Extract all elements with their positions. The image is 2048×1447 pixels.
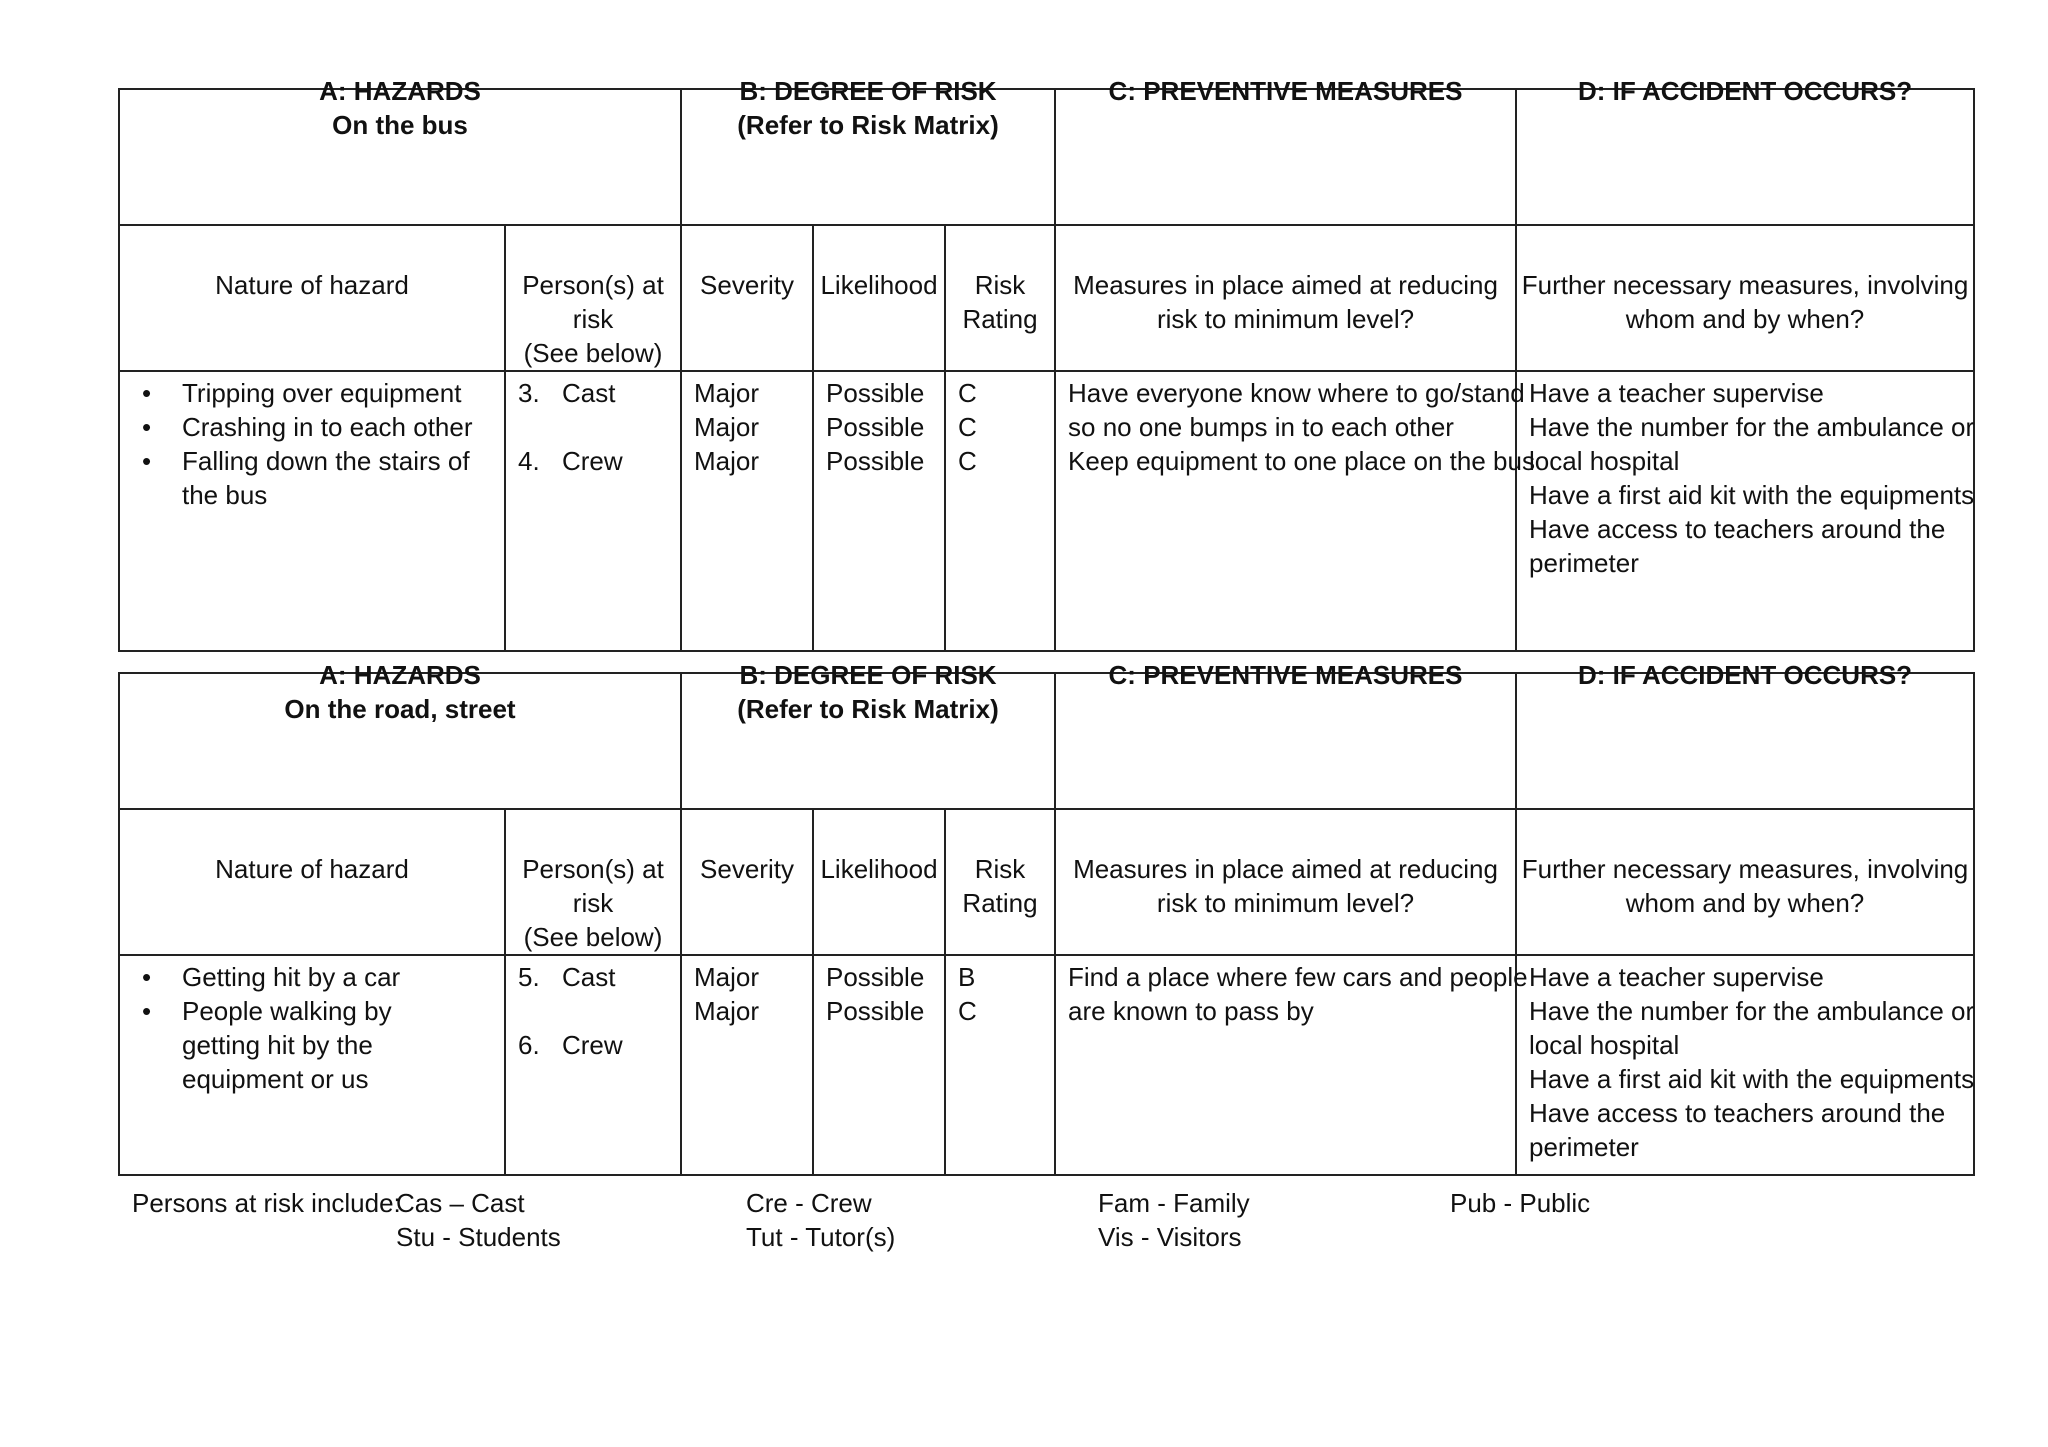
list-item: • Crashing in to each other [182,410,492,444]
hazards-header [119,76,681,225]
preventive-header [1055,660,1516,809]
list-item: 6. Crew [518,1030,623,1060]
table-subheader-row [119,809,1974,955]
further-cell: Have a teacher supervise Have the number for the ambulance or local hospital Have a first aid kit with the equipments Have access to teachers around the perimeter [1516,955,1974,1175]
table-row [119,371,1974,651]
measures-header: Measures in place aimed at reducing risk to minimum level? [1055,809,1516,955]
measures-cell: Find a place where few cars and people are known to pass by [1055,955,1516,1175]
hazards-title: A: HAZARDS [319,660,481,690]
persons-cell [505,371,681,651]
list-item: • People walking by [182,994,492,1028]
legend-column: Cas – Cast Stu - Students [396,1188,561,1252]
legend-column: Fam - Family Vis - Visitors [1098,1188,1250,1252]
risk-table-bus [118,76,1975,652]
list-item: • Getting hit by a car [182,960,492,994]
hazards-subtitle: On the road, street [284,694,516,724]
list-item: 5. Cast [518,962,616,992]
hazards-title: A: HAZARDS [319,76,481,106]
risk-title: B: DEGREE OF RISK [739,76,997,106]
accident-header [1516,660,1974,809]
severity-header: Severity [681,809,813,955]
hazards-header [119,660,681,809]
rating-cell: B C [945,955,1055,1175]
list-item: • Falling down the stairs of [182,444,492,478]
nature-header: Nature of hazard [119,225,505,371]
hazards-cell [119,955,505,1175]
accident-title: D: IF ACCIDENT OCCURS? [1577,76,1913,106]
table-header-row [119,673,1974,809]
likelihood-cell: Possible Possible Possible [813,371,945,651]
accident-title: D: IF ACCIDENT OCCURS? [1577,660,1913,690]
likelihood-header: Likelihood [813,809,945,955]
likelihood-cell: Possible Possible [813,955,945,1175]
legend-column: Cre - Crew Tut - Tutor(s) [746,1188,896,1252]
severity-header: Severity [681,225,813,371]
risk-title: B: DEGREE OF RISK [739,660,997,690]
rating-header: Risk Rating [945,225,1055,371]
hazards-cell [119,371,505,651]
accident-header [1516,76,1974,225]
measures-cell: Have everyone know where to go/stand so no one bumps in to each other Keep equipment to one place on the bus [1055,371,1516,651]
measures-header: Measures in place aimed at reducing risk to minimum level? [1055,225,1516,371]
preventive-title: C: PREVENTIVE MEASURES [1108,660,1463,690]
table-subheader-row [119,225,1974,371]
persons-header: Person(s) at risk (See below) [505,809,681,955]
further-header: Further necessary measures, involving whom and by when? [1516,225,1974,371]
persons-cell [505,955,681,1175]
persons-header: Person(s) at risk (See below) [505,225,681,371]
rating-header: Risk Rating [945,809,1055,955]
further-header: Further necessary measures, involving whom and by when? [1516,809,1974,955]
table-row [119,955,1974,1175]
severity-cell: Major Major Major [681,371,813,651]
risk-subtitle: (Refer to Risk Matrix) [737,110,999,140]
list-item: • Tripping over equipment [182,376,492,410]
list-item: 4. Crew [518,446,623,476]
list-item-continuation: getting hit by the [182,1030,373,1060]
risk-subtitle: (Refer to Risk Matrix) [737,694,999,724]
legend-column: Pub - Public [1450,1188,1591,1218]
further-cell: Have a teacher supervise Have the number for the ambulance or local hospital Have a first aid kit with the equipments Have access to teachers around the perimeter [1516,371,1974,651]
list-item: 3. Cast [518,378,616,408]
risk-table-road [118,660,1975,1176]
preventive-header [1055,76,1516,225]
preventive-title: C: PREVENTIVE MEASURES [1108,76,1463,106]
hazards-subtitle: On the bus [332,110,468,140]
risk-header [681,76,1055,225]
likelihood-header: Likelihood [813,225,945,371]
rating-cell: C C C [945,371,1055,651]
table-header-row [119,89,1974,225]
nature-header: Nature of hazard [119,809,505,955]
severity-cell: Major Major [681,955,813,1175]
list-item-continuation: equipment or us [182,1064,369,1094]
risk-header [681,660,1055,809]
list-item-continuation: the bus [182,480,268,510]
legend-label: Persons at risk include: [132,1188,401,1218]
